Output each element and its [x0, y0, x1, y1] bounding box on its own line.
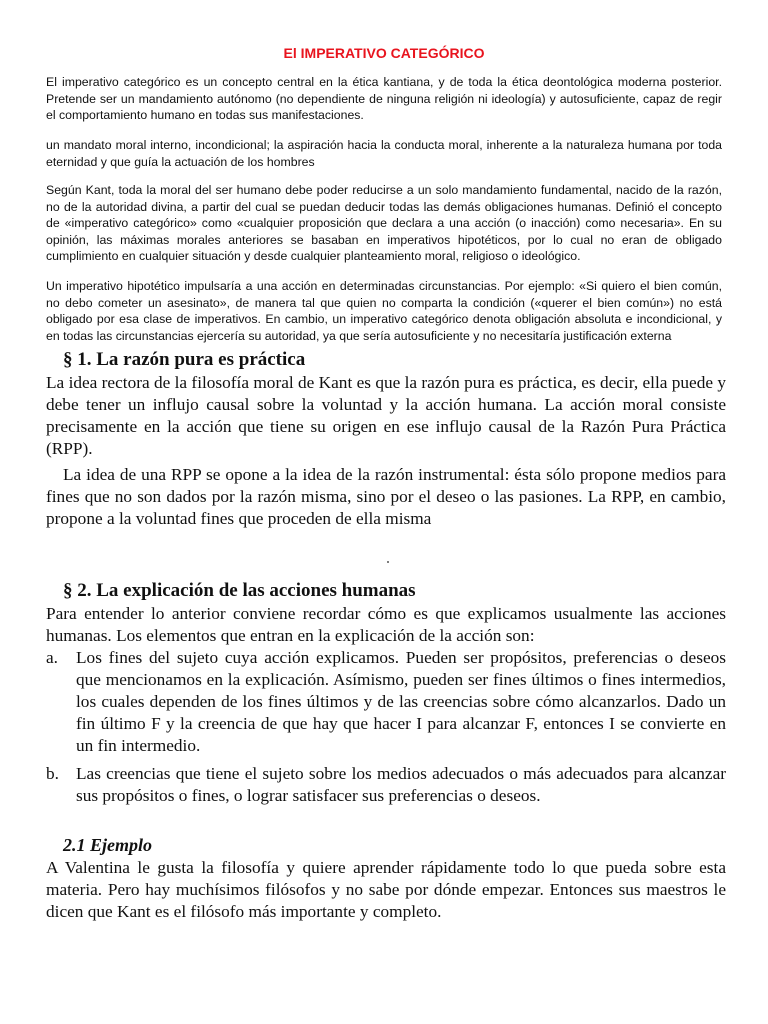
list-item-text: Los fines del sujeto cuya acción explicamos. Pueden ser propósitos, preferencias o deseos que mencionamos en la explicación. Asímismo, pueden ser fines últimos o fines intermedios, los cuales dependen de los fines últimos y de las creencias sobre cómo alcanzarlos. Dado un fin último F y la creencia de que hay que hacer I para alcanzar F, entonces I se convierte en un fin intermedio.: [76, 648, 726, 755]
scan-speck: [387, 561, 389, 563]
example-paragraph: A Valentina le gusta la filosofía y quiere aprender rápidamente todo lo que pueda sobre esta materia. Pero hay muchísimos filósofos y no sabe por dónde empezar. Entonces sus maestros le dicen que Kant es el filósofo más importante y completo.: [46, 858, 726, 921]
list-item: [46, 763, 726, 807]
intro-paragraph-2: un mandato moral interno, incondicional; la aspiración hacia la conducta moral, inherente a la naturaleza humana por toda eternidad y que guía la actuación de los hombres: [46, 138, 722, 169]
section-2-paragraph-1: Para entender lo anterior conviene recordar cómo es que explicamos usualmente las acciones humanas. Los elementos que entran en la explicación de la acción son:: [46, 604, 726, 645]
section-1-heading: § 1. La razón pura es práctica: [63, 349, 306, 370]
list-item-text: Las creencias que tiene el sujeto sobre los medios adecuados o más adecuados para alcanzar sus propósitos o fines, o lograr satisfacer sus preferencias o deseos.: [76, 764, 726, 805]
list-item-marker: a.: [46, 648, 58, 667]
document-title: El IMPERATIVO CATEGÓRICO: [283, 45, 485, 61]
section-1-paragraph-1: La idea rectora de la filosofía moral de Kant es que la razón pura es práctica, es decir, ella puede y debe tener un influjo causal sobre la voluntad y la acción humana. La acción moral consiste precisamente en la acción que tiene su origen en ese influjo causal de la Razón Pura Práctica (RPP).: [46, 373, 726, 458]
intro-paragraph-4: Un imperativo hipotético impulsaría a una acción en determinadas circunstancias. Por ejemplo: «Si quiero el bien común, no debo cometer un asesinato», de manera tal que quien no comparta la condición («querer el bien común») no está obligado por esa clase de imperativos. En cambio, un imperativo categórico denota obligación absoluta e incondicional, y en todas las circunstancias ejercería su autoridad, ya que sería autosuficiente y no necesitaría justificación externa: [46, 279, 722, 343]
example-heading: 2.1 Ejemplo: [63, 835, 152, 855]
intro-paragraph-3: Según Kant, toda la moral del ser humano debe poder reducirse a un solo mandamiento fundamental, nacido de la razón, no de la autoridad divina, a partir del cual se puedan deducir todas las demás obligaciones humanas. Definió el concepto de «imperativo categórico» como «cualquier proposición que declara a una acción (o inacción) como necesaria». En su opinión, las máximas morales anteriores se basaban en imperativos hipotéticos, por lo cual no eran de obligado cumplimiento en cualquier situación y desde cualquier planteamiento moral, religioso o ideológico.: [46, 183, 722, 264]
list-item: [46, 647, 726, 757]
list-item-marker: b.: [46, 764, 59, 783]
section-1-paragraph-2: La idea de una RPP se opone a la idea de la razón instrumental: ésta sólo propone medios para fines que no son dados por la razón misma, sino por el deseo o las pasiones. La RPP, en cambio, propone a la voluntad fines que proceden de ella misma: [46, 465, 726, 528]
section-2-heading: § 2. La explicación de las acciones humanas: [63, 580, 416, 601]
intro-paragraph-1: El imperativo categórico es un concepto central en la ética kantiana, y de toda la ética deontológica moderna posterior. Pretende ser un mandamiento autónomo (no dependiente de ninguna religión ni ideología) y autosuficiente, capaz de regir el comportamiento humano en todas sus manifestaciones.: [46, 75, 722, 123]
